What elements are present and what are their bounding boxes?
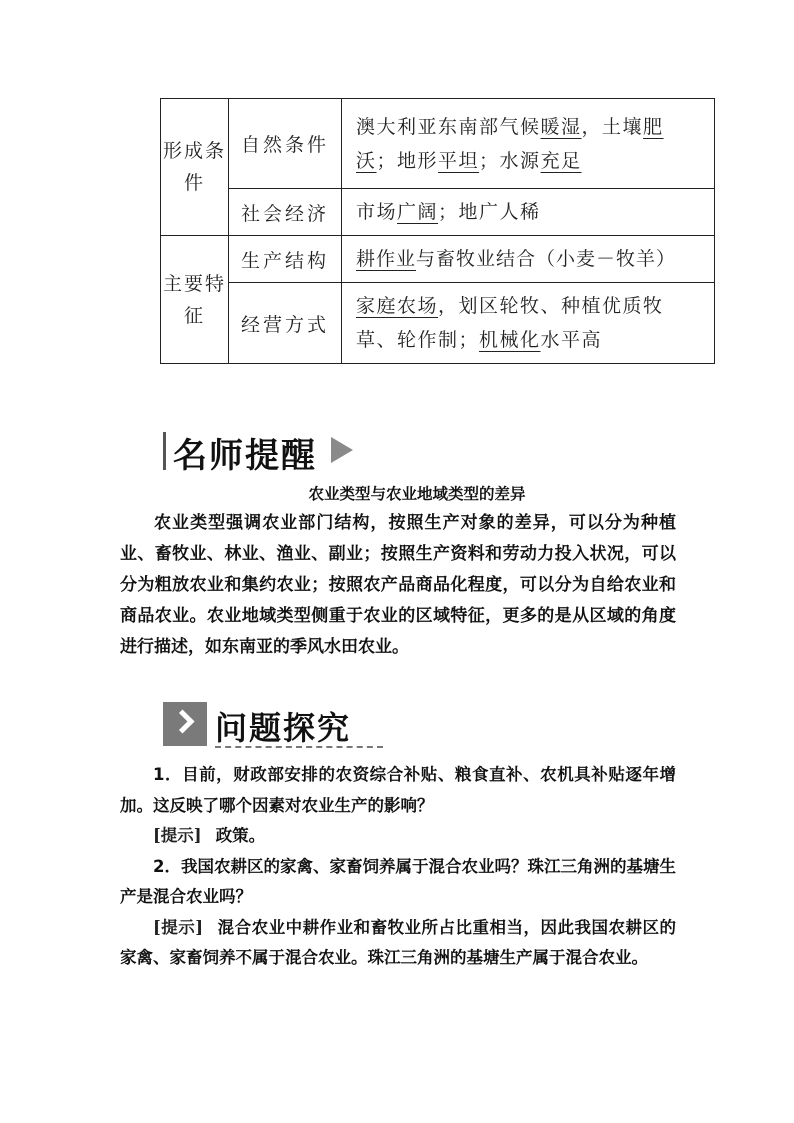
subcategory-cell: 经营方式 bbox=[229, 283, 342, 364]
table-row bbox=[161, 189, 715, 236]
answer-text: 混合农业中耕作业和畜牧业所占比重相当，因此我国农耕区的家禽、家畜饲养不属于混合农业。珠江三角洲的基塘生产属于混合农业。 bbox=[120, 917, 676, 967]
description-cell bbox=[342, 283, 715, 364]
triangle-arrow-icon bbox=[331, 437, 353, 463]
table-row bbox=[161, 283, 715, 364]
subcategory-cell: 社会经济 bbox=[229, 189, 342, 236]
subcategory-cell: 自然条件 bbox=[229, 99, 342, 189]
cell-text: ；地广人稀 bbox=[438, 201, 541, 223]
hint-label: [提示] bbox=[153, 826, 202, 845]
keyword: 肥沃 bbox=[356, 115, 664, 172]
cell-text: 澳大利亚东南部气候 bbox=[356, 115, 541, 138]
keyword: 暖湿 bbox=[540, 115, 582, 138]
cell-text: 市场 bbox=[356, 201, 398, 223]
dashed-divider bbox=[215, 746, 383, 748]
keyword: 充足 bbox=[540, 149, 582, 172]
cell-text: ，划区轮牧、种植优质牧草、轮作制； bbox=[356, 295, 664, 351]
cell-text: ，土壤 bbox=[581, 115, 644, 138]
arrow-box-icon bbox=[163, 702, 207, 746]
inquiry-header-title: 问题探究 bbox=[215, 709, 352, 747]
cell-text: 水平高 bbox=[540, 329, 603, 351]
category-cell: 主要特征 bbox=[161, 236, 229, 364]
keyword: 平坦 bbox=[438, 149, 480, 172]
cell-text: 与畜牧业结合（小麦－牧羊） bbox=[416, 248, 677, 270]
header-bar bbox=[163, 432, 166, 470]
table-row bbox=[161, 236, 715, 283]
hint-label: [提示] bbox=[153, 917, 204, 937]
subcategory-cell: 生产结构 bbox=[229, 236, 342, 283]
reminder-header-title: 名师提醒 bbox=[173, 436, 317, 476]
answer-text: 政策。 bbox=[215, 826, 266, 845]
description-cell bbox=[342, 236, 715, 283]
agriculture-table bbox=[160, 98, 715, 364]
question-2: 2．我国农耕区的家禽、家畜饲养属于混合农业吗？珠江三角洲的基塘生产是混合农业吗？ bbox=[120, 856, 676, 906]
reminder-paragraph: 农业类型强调农业部门结构，按照生产对象的差异，可以分为种植业、畜牧业、林业、渔业、副业；按照生产资料和劳动力投入状况，可以分为粗放农业和集约农业；按照农产品商品化程度，可以分为自给农业和商品农业。农业地域类型侧重于农业的区域特征，更多的是从区域的角度进行描述，如东南亚的季风水田农业。 bbox=[120, 513, 676, 657]
category-cell: 形成条件 bbox=[161, 99, 229, 236]
description-cell bbox=[342, 189, 715, 236]
question-1: 1．目前，财政部安排的农资综合补贴、粮食直补、农机具补贴逐年增加。这反映了哪个因素对农业生产的影响？ bbox=[120, 765, 676, 815]
cell-text: ；水源 bbox=[479, 149, 541, 172]
keyword: 机械化 bbox=[479, 329, 541, 351]
keyword: 广阔 bbox=[397, 201, 439, 223]
inquiry-header bbox=[163, 702, 385, 752]
table-row bbox=[161, 99, 715, 189]
section-title: 农业类型与农业地域类型的差异 bbox=[308, 485, 526, 503]
keyword: 家庭农场 bbox=[356, 295, 439, 317]
cell-text: ；地形 bbox=[376, 149, 439, 172]
qa-block bbox=[120, 760, 676, 974]
answer-2 bbox=[120, 913, 676, 974]
description-cell bbox=[342, 99, 715, 189]
answer-1 bbox=[120, 821, 676, 852]
keyword: 耕作业 bbox=[356, 248, 417, 270]
